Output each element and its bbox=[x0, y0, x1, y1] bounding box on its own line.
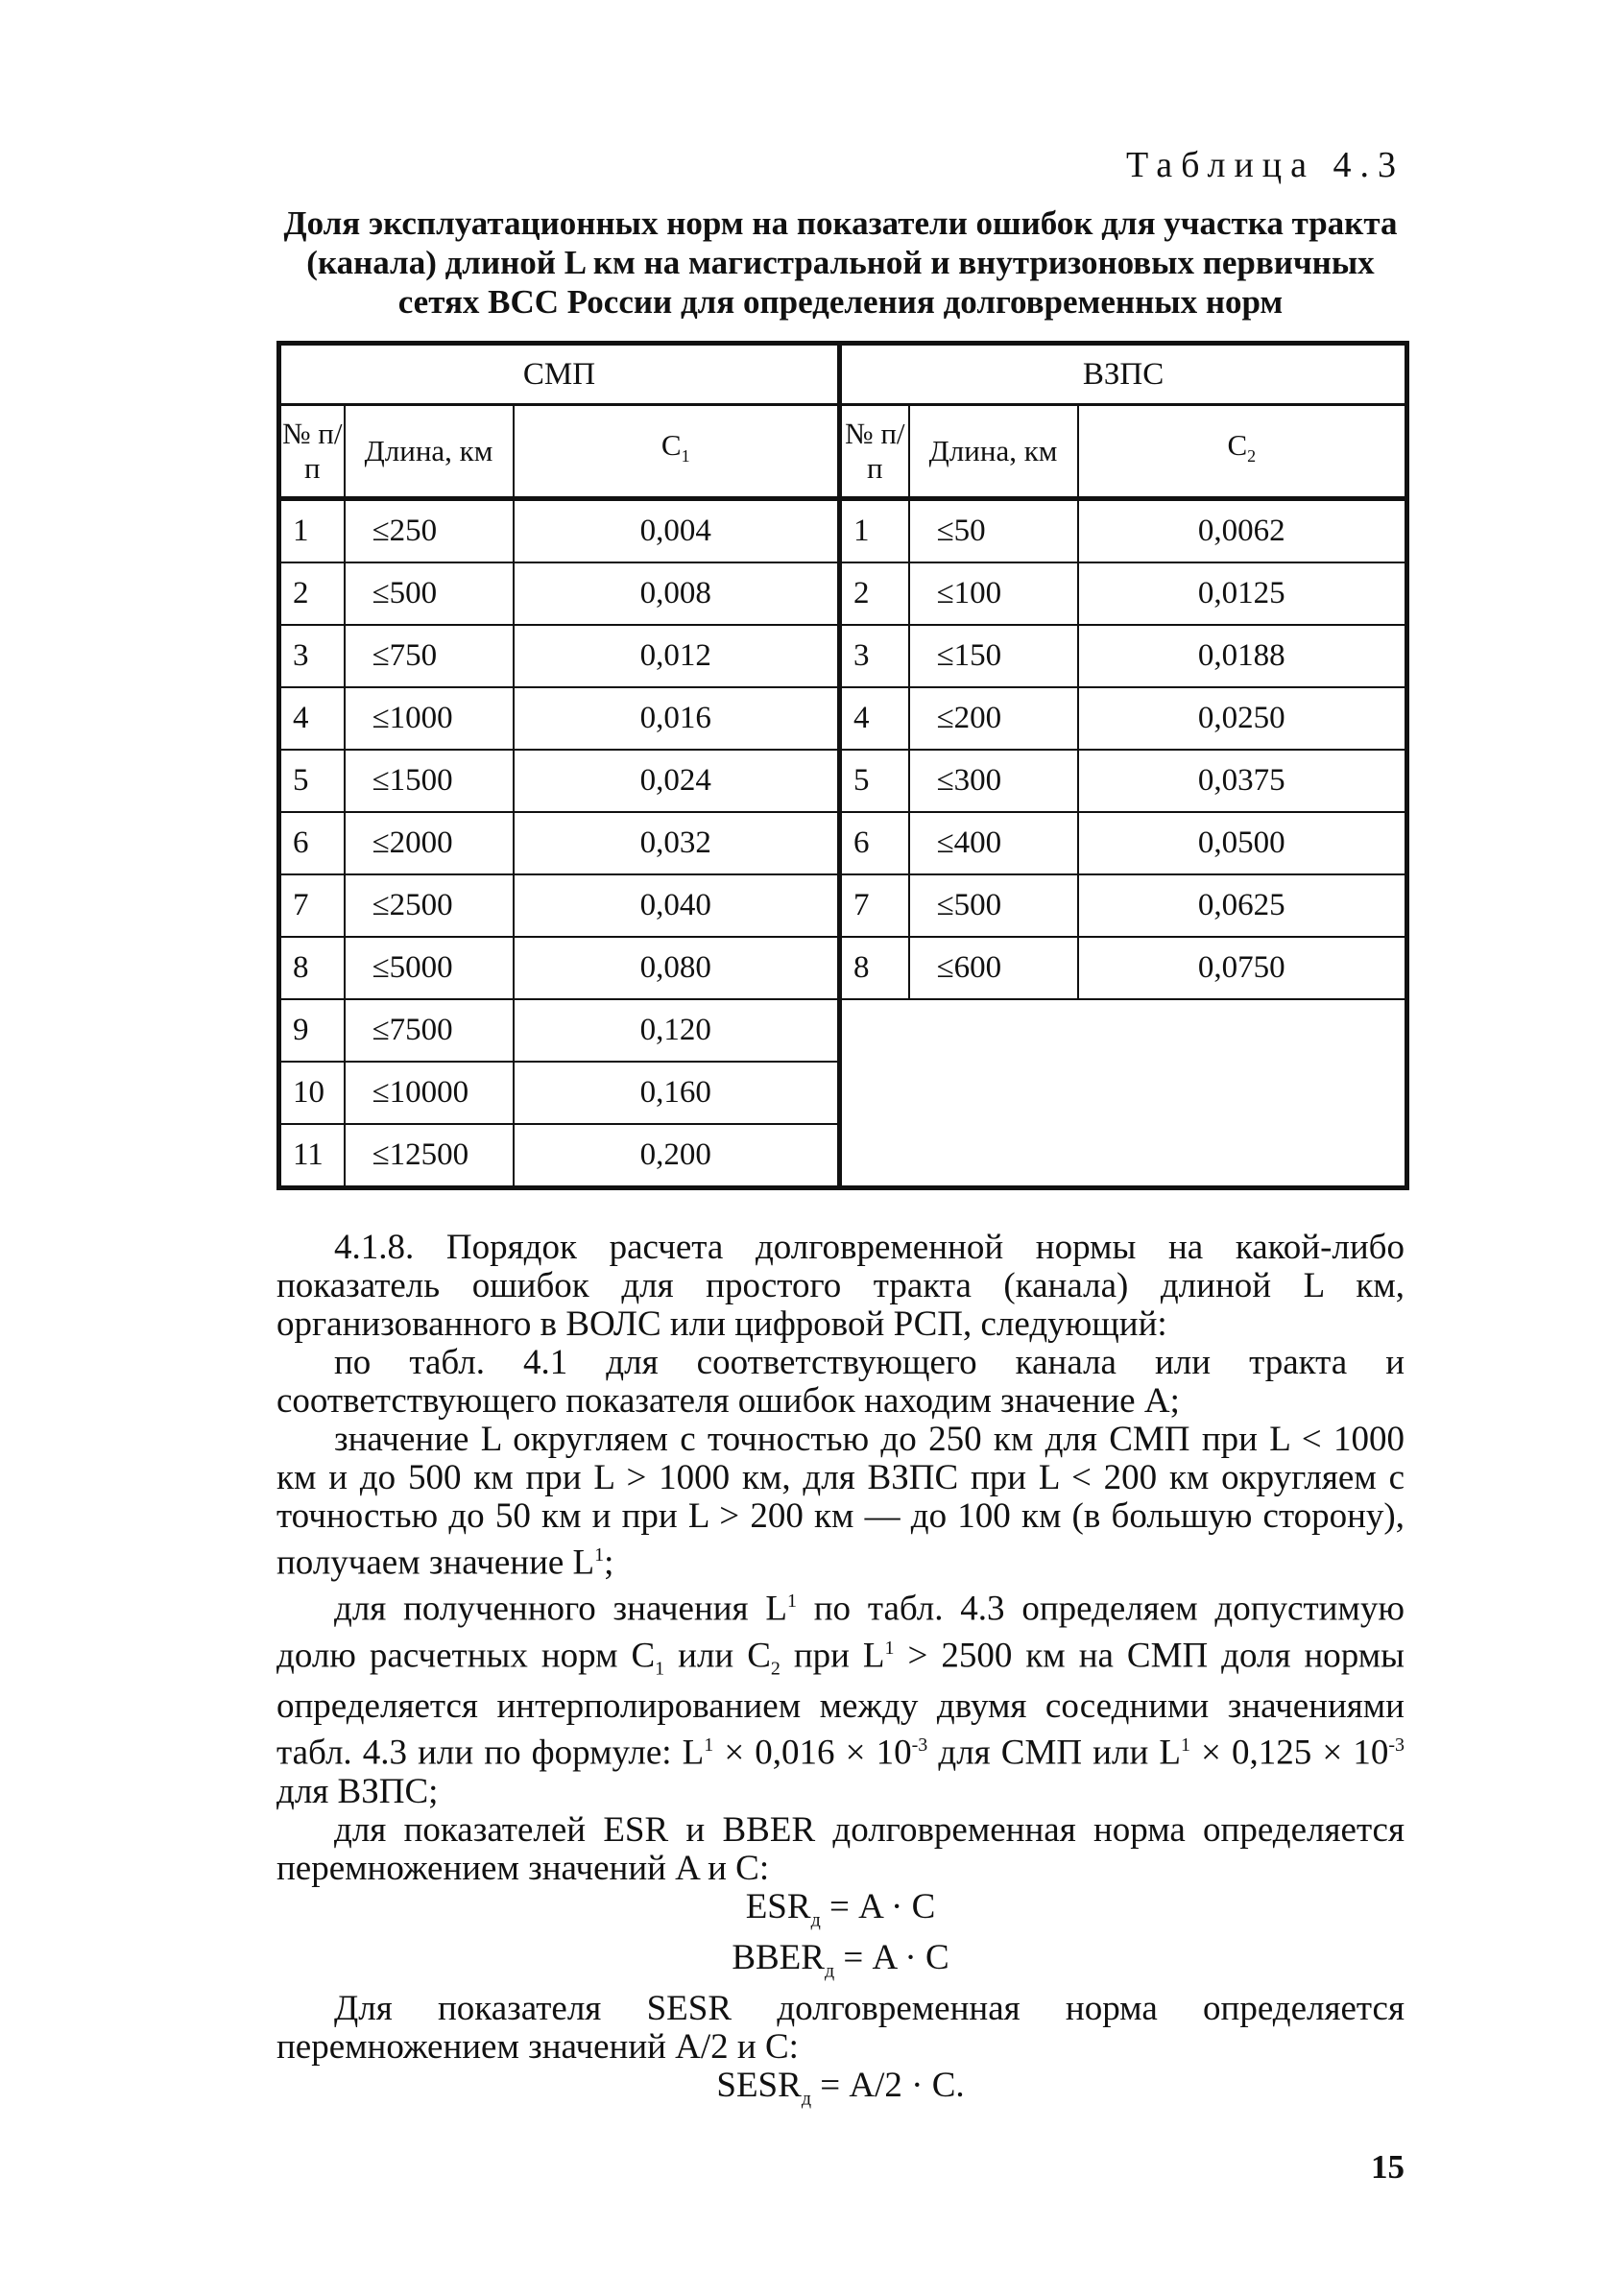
row-num-smp: 9 bbox=[279, 999, 345, 1062]
paragraph-esr-bber: для показателей ESR и BBER долговременная норма определяется перемножением значений A и C: bbox=[276, 1809, 1405, 1888]
row-num-vzps: 2 bbox=[840, 562, 909, 625]
row-num-vzps: 6 bbox=[840, 812, 909, 874]
formula-esr: $ESR_д = A \cdot C$ bbox=[745, 1886, 936, 1931]
table-row bbox=[279, 750, 1407, 812]
row-num-vzps: 3 bbox=[840, 625, 909, 687]
row-length-vzps: ≤400 bbox=[909, 812, 1078, 874]
paragraph-4-1-8: 4.1.8. Порядок расчета долговременной нормы на какой-либо показатель ошибок для простого тракта (канала) длиной L км, организованного в ВОЛС или цифровой РСП, следующий: bbox=[276, 1228, 1405, 1344]
table-title: Доля эксплуатационных норм на показатели ошибок для участка тракта (канала) длиной L км на магистральной и внутризоновых первичных сетях ВСС России для определения долговременных норм bbox=[283, 204, 1398, 321]
row-length-smp: ≤7500 bbox=[345, 999, 514, 1062]
row-c1-value: 0,160 bbox=[514, 1062, 840, 1124]
row-c1-value: 0,004 bbox=[514, 499, 840, 563]
row-length-smp: ≤2000 bbox=[345, 812, 514, 874]
group-vzps: ВЗПС bbox=[840, 344, 1407, 405]
table-row bbox=[279, 937, 1407, 999]
table-row bbox=[279, 562, 1407, 625]
row-c1-value: 0,008 bbox=[514, 562, 840, 625]
col-c1: $C_1$ bbox=[514, 405, 840, 499]
row-num-smp: 8 bbox=[279, 937, 345, 999]
row-c2-value: 0,0375 bbox=[1078, 750, 1407, 812]
col-c2: $C_2$ bbox=[1078, 405, 1407, 499]
row-length-vzps: ≤600 bbox=[909, 937, 1078, 999]
row-num-smp: 7 bbox=[279, 874, 345, 937]
row-num-smp: 5 bbox=[279, 750, 345, 812]
row-c1-value: 0,016 bbox=[514, 687, 840, 750]
formula-bber: $BBER_д = A \cdot C$ bbox=[732, 1938, 949, 1982]
row-length-vzps: ≤50 bbox=[909, 499, 1078, 563]
row-c2-value: 0,0125 bbox=[1078, 562, 1407, 625]
table-row bbox=[279, 687, 1407, 750]
row-num-vzps: 8 bbox=[840, 937, 909, 999]
row-c1-value: 0,080 bbox=[514, 937, 840, 999]
norms-table bbox=[276, 341, 1409, 1190]
table-row bbox=[279, 874, 1407, 937]
table-row bbox=[279, 812, 1407, 874]
empty-vzps-area bbox=[840, 999, 1407, 1188]
row-length-smp: ≤500 bbox=[345, 562, 514, 625]
row-c2-value: 0,0500 bbox=[1078, 812, 1407, 874]
paragraph-step-a: по табл. 4.1 для соответствующего канала или тракта и соответствующего показателя ошибок находим значение A; bbox=[276, 1343, 1405, 1421]
table-row bbox=[279, 625, 1407, 687]
row-c2-value: 0,0188 bbox=[1078, 625, 1407, 687]
row-num-smp: 3 bbox=[279, 625, 345, 687]
row-length-vzps: ≤200 bbox=[909, 687, 1078, 750]
row-num-smp: 1 bbox=[279, 499, 345, 563]
table-row bbox=[279, 499, 1407, 563]
row-length-vzps: ≤500 bbox=[909, 874, 1078, 937]
table-label: Таблица 4.3 bbox=[1125, 145, 1405, 185]
col-num-vzps: № п/п bbox=[840, 405, 909, 499]
row-num-smp: 11 bbox=[279, 1124, 345, 1188]
column-header-row bbox=[279, 405, 1407, 499]
row-num-vzps: 5 bbox=[840, 750, 909, 812]
row-length-vzps: ≤300 bbox=[909, 750, 1078, 812]
row-length-smp: ≤2500 bbox=[345, 874, 514, 937]
body-text bbox=[276, 1229, 1405, 2118]
row-num-smp: 2 bbox=[279, 562, 345, 625]
row-c1-value: 0,120 bbox=[514, 999, 840, 1062]
table-row bbox=[279, 999, 1407, 1062]
row-c2-value: 0,0062 bbox=[1078, 499, 1407, 563]
row-length-smp: ≤1000 bbox=[345, 687, 514, 750]
row-c1-value: 0,040 bbox=[514, 874, 840, 937]
group-smp: СМП bbox=[279, 344, 840, 405]
row-num-smp: 6 bbox=[279, 812, 345, 874]
row-length-smp: ≤10000 bbox=[345, 1062, 514, 1124]
row-c1-value: 0,200 bbox=[514, 1124, 840, 1188]
row-c1-value: 0,024 bbox=[514, 750, 840, 812]
col-len-smp: Длина, км bbox=[345, 405, 514, 499]
row-length-smp: ≤12500 bbox=[345, 1124, 514, 1188]
col-len-vzps: Длина, км bbox=[909, 405, 1078, 499]
row-c1-value: 0,012 bbox=[514, 625, 840, 687]
row-length-smp: ≤750 bbox=[345, 625, 514, 687]
row-length-smp: ≤5000 bbox=[345, 937, 514, 999]
paragraph-step-l: значение L округляем с точностью до 250 км для СМП при L < 1000 км и до 500 км при L > 1000 км, для ВЗПС при L < 200 км округляем с точностью до 50 км и при L > 200 км — до 100 км (в большую сторону), получаем значение $L^1$; bbox=[276, 1420, 1405, 1583]
row-num-vzps: 1 bbox=[840, 499, 909, 563]
paragraph-step-c: для полученного значения $L^1$ по табл. 4.3 определяем допустимую долю расчетных норм $C_1$ или $C_2$ при $L^1 > 2500$ км на СМП доля нормы определяется интерполированием между двумя соседними значениями табл. 4.3 или по формуле: $L^1 \times 0,016 \times 10^{-3}$ для СМП или $L^1 \times 0,125 \times 10^{-3}$ для ВЗПС; bbox=[276, 1589, 1405, 1811]
row-num-smp: 10 bbox=[279, 1062, 345, 1124]
paragraph-sesr: Для показателя SESR долговременная норма определяется перемножением значений A/2 и C: bbox=[276, 1989, 1405, 2068]
page-number: 15 bbox=[1371, 2148, 1405, 2186]
row-c2-value: 0,0250 bbox=[1078, 687, 1407, 750]
formula-sesr: $SESR_д = A/2 \cdot C$. bbox=[716, 2066, 965, 2110]
row-num-smp: 4 bbox=[279, 687, 345, 750]
row-length-vzps: ≤150 bbox=[909, 625, 1078, 687]
col-num-smp: № п/п bbox=[279, 405, 345, 499]
row-length-vzps: ≤100 bbox=[909, 562, 1078, 625]
row-length-smp: ≤1500 bbox=[345, 750, 514, 812]
row-c2-value: 0,0750 bbox=[1078, 937, 1407, 999]
row-length-smp: ≤250 bbox=[345, 499, 514, 563]
row-num-vzps: 4 bbox=[840, 687, 909, 750]
group-header-row bbox=[279, 344, 1407, 405]
row-num-vzps: 7 bbox=[840, 874, 909, 937]
row-c1-value: 0,032 bbox=[514, 812, 840, 874]
row-c2-value: 0,0625 bbox=[1078, 874, 1407, 937]
